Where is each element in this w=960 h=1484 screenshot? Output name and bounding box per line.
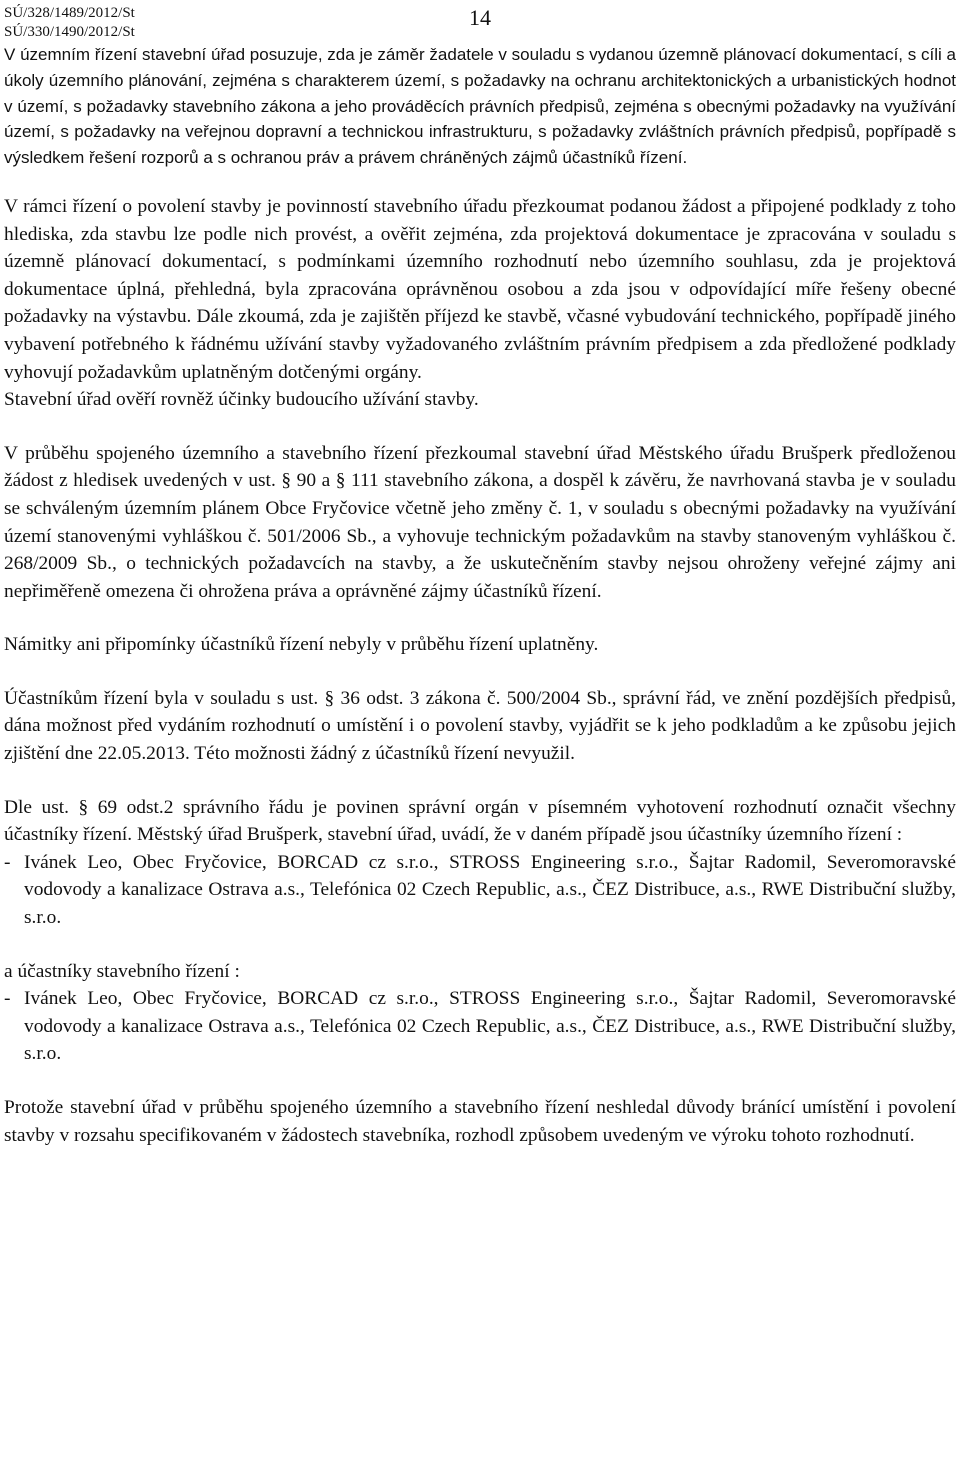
reference-number-1: SÚ/328/1489/2012/St (4, 5, 135, 21)
reference-number-2: SÚ/330/1490/2012/St (4, 24, 135, 40)
paragraph-conclusion: Protože stavební úřad v průběhu spojeného územního a stavebního řízení neshledal důvody bránící umístění i povolení stavby v rozsahu specifikovaném v žádostech stavebníka, rozhodl způsobem uvedeným ve výroku tohoto rozhodnutí. (4, 1097, 956, 1146)
spacer (4, 768, 956, 794)
paragraph-territorial-review: V územním řízení stavební úřad posuzuje, zda je záměr žadatele v souladu s vydanou územně plánovací dokumentací, s cíli a úkoly územního plánování, zejména s charakterem území, s požadavky na ochranu architektonických a urbanistických hodnot v území, s požadavky stavebního zákona a jeho prováděcích právních předpisů, zejména s obecnými požadavky na využívání území, s požadavky na veřejnou dopravní a technickou infrastrukturu, s požadavky zvláštních právních předpisů, popřípadě s výsledkem řešení rozporů a s ochranou práv a právem chráněných zájmů účastníků řízení. (4, 45, 956, 168)
list-text: Ivánek Leo, Obec Fryčovice, BORCAD cz s.r.o., STROSS Engineering s.r.o., Šajtar Radomil, Severomoravské vodovody a kanalizace Ostrava a.s., Telefónica 02 Czech Republic, a.s., ČEZ Distribuce, a.s., RWE Distribuční služby, s.r.o. (24, 851, 956, 929)
page-number: 14 (469, 5, 491, 30)
list-item-building-participants (4, 985, 956, 1068)
paragraph-participants-intro: Dle ust. § 69 odst.2 správního řádu je povinen správní orgán v písemném vyhotovení rozhodnutí označit všechny účastníky řízení. Městský úřad Brušperk, stavební úřad, uvádí, že v daném případě jsou účastníky územního řízení : (4, 796, 956, 846)
spacer (4, 605, 956, 631)
paragraph-building-permit-review: V rámci řízení o povolení stavby je povinností stavebního úřadu přezkoumat podanou žádost a připojené podklady z toho hlediska, zda stavbu lze podle nich provést, a ověřit zejména, zda projektová dokumentace je zpracována v souladu s územně plánovací dokumentací, s podmínkami územního rozhodnutí nebo územního souhlasu, zda je projektová dokumentace úplná, přehledná, byla zpracována oprávněnou osobou a zda jsou v odpovídající míře řešeny obecné požadavky na výstavbu. Dále zkoumá, zda je zajištěn příjezd ke stavbě, včasné vybudování technického, popřípadě jiného vybavení potřebného k řádnému užívání stavby vyžadovaného zvláštním právním předpisem a zda předložené podklady vyhovují požadavkům uplatněným dotčenými orgány. (4, 195, 956, 383)
reference-numbers (4, 4, 135, 42)
spacer (4, 932, 956, 958)
spacer (4, 1068, 956, 1094)
spacer (4, 414, 956, 440)
list-dash: - (4, 851, 11, 873)
spacer (4, 171, 956, 193)
paragraph-usage-effects: Stavební úřad ověří rovněž účinky budoucího užívání stavby. (4, 389, 479, 411)
list-dash: - (4, 988, 11, 1010)
paragraph-objections: Námitky ani připomínky účastníků řízení nebyly v průběhu řízení uplatněny. (4, 634, 599, 656)
spacer (4, 659, 956, 685)
document-body (4, 42, 956, 1149)
list-item-territorial-participants (4, 849, 956, 932)
paragraph-building-participants-intro: a účastníky stavebního řízení : (4, 960, 240, 982)
paragraph-participants-notice: Účastníkům řízení byla v souladu s ust. § 36 odst. 3 zákona č. 500/2004 Sb., správní řád, ve znění pozdějších předpisů, dána možnost před vydáním rozhodnutí o umístění i o povolení stavby, vyjádřit se k jeho podkladům a ke způsobu jejich zjištění dne 22.05.2013. Této možnosti žádný z účastníků řízení nevyužil. (4, 687, 956, 765)
list-text: Ivánek Leo, Obec Fryčovice, BORCAD cz s.r.o., STROSS Engineering s.r.o., Šajtar Radomil, Severomoravské vodovody a kanalizace Ostrava a.s., Telefónica 02 Czech Republic, a.s., ČEZ Distribuce, a.s., RWE Distribuční služby, s.r.o. (24, 988, 956, 1065)
paragraph-joint-proceedings: V průběhu spojeného územního a stavebního řízení přezkoumal stavební úřad Městského úřadu Brušperk předloženou žádost z hledisek uvedených v ust. § 90 a § 111 stavebního zákona, a dospěl k závěru, že navrhovaná stavba je v souladu se schváleným územním plánem Obce Fryčovice včetně jeho změny č. 1, v souladu s obecnými požadavky na využívání území stanovenými vyhláškou č. 501/2006 Sb., a vyhovuje technickým požadavkům na stavby stanoveným vyhláškou č. 268/2009 Sb., o technických požadavcích na stavby, a že uskutečněním stavby nejsou ohroženy veřejné zájmy ani nepřiměřeně omezena či ohrožena práva a oprávněné zájmy účastníků řízení. (4, 442, 956, 602)
